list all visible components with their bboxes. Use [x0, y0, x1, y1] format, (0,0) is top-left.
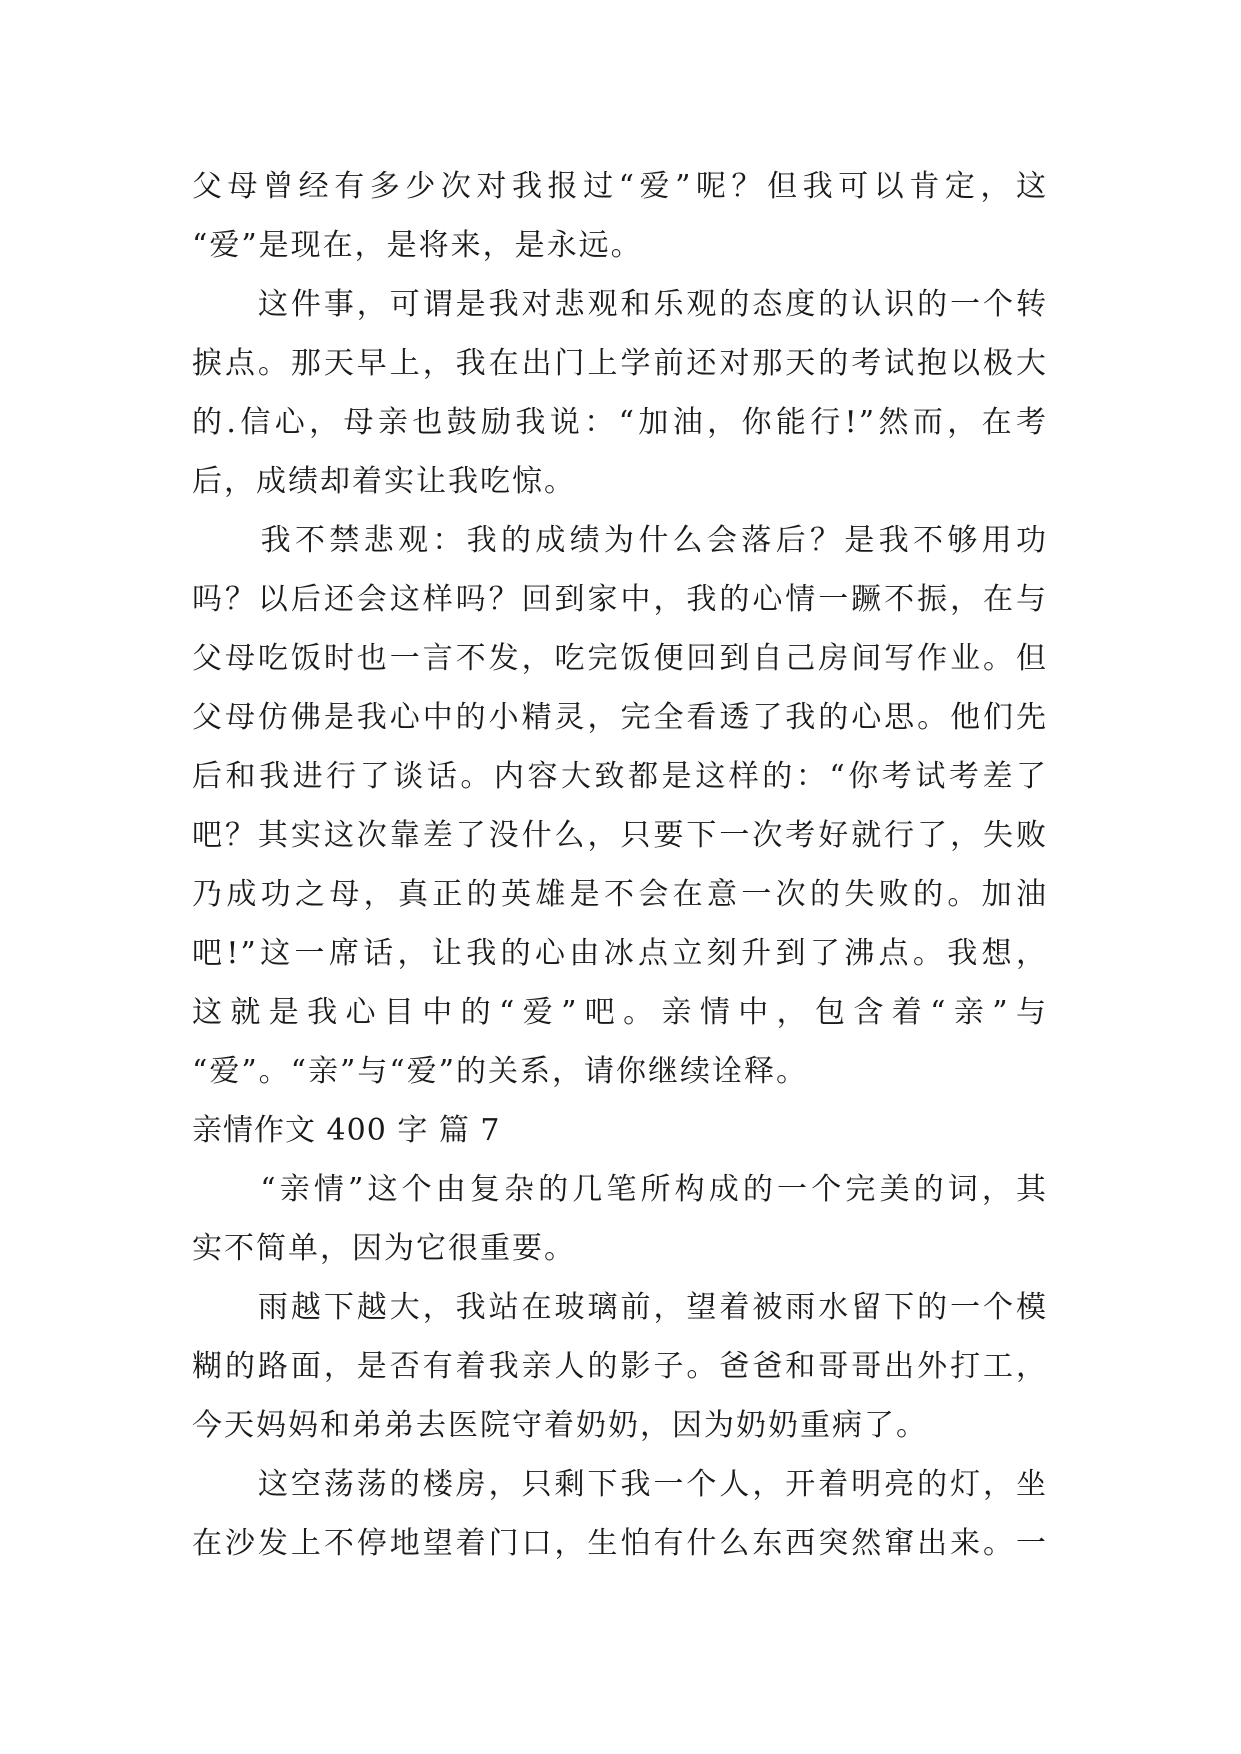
text-line: 这就是我心目中的“爱”吧。亲情中，包含着“亲”与: [192, 995, 1048, 1030]
text-line: “亲情”这个由复杂的几笔所构成的一个完美的词，其: [192, 1172, 1048, 1207]
text-line: “爱”。“亲”与“爱”的关系，请你继续诠释。: [192, 1054, 809, 1089]
text-line: 后，成绩却着实让我吃惊。: [192, 464, 576, 499]
text-line: 乃成功之母，真正的英雄是不会在意一次的失败的。加油: [192, 877, 1048, 912]
text-line: 吗？以后还会这样吗？回到家中，我的心情一蹶不振，在与: [192, 582, 1048, 617]
text-line: 糊的路面，是否有着我亲人的影子。爸爸和哥哥出外打工，: [192, 1349, 1048, 1384]
text-line: 的.信心，母亲也鼓励我说：“加油，你能行!”然而，在考: [192, 405, 1048, 440]
text-line: 这件事，可谓是我对悲观和乐观的态度的认识的一个转: [192, 287, 1048, 322]
text-line: 在沙发上不停地望着门口，生怕有什么东西突然窜出来。一: [192, 1526, 1048, 1561]
text-line: 实不简单，因为它很重要。: [192, 1231, 576, 1266]
text-line: 雨越下越大，我站在玻璃前，望着被雨水留下的一个模: [192, 1290, 1048, 1325]
text-line: 这空荡荡的楼房，只剩下我一个人，开着明亮的灯，坐: [192, 1467, 1048, 1502]
section-heading: 亲情作文 400 字 篇 7: [192, 1113, 501, 1148]
text-line: 我不禁悲观：我的成绩为什么会落后？是我不够用功: [192, 523, 1048, 558]
text-line: “爱”是现在，是将来，是永远。: [192, 228, 643, 263]
text-line: 父母曾经有多少次对我报过“爱”呢？但我可以肯定，这: [192, 169, 1048, 204]
text-line: 父母仿佛是我心中的小精灵，完全看透了我的心思。他们先: [192, 700, 1048, 735]
text-line: 吧？其实这次靠差了没什么，只要下一次考好就行了，失败: [192, 818, 1048, 853]
text-line: 吧!”这一席话，让我的心由冰点立刻升到了沸点。我想，: [192, 936, 1048, 971]
text-line: 父母吃饭时也一言不发，吃完饭便回到自己房间写作业。但: [192, 641, 1048, 676]
text-line: 捩点。那天早上，我在出门上学前还对那天的考试抱以极大: [192, 346, 1048, 381]
text-line: 后和我进行了谈话。内容大致都是这样的：“你考试考差了: [192, 759, 1048, 794]
text-line: 今天妈妈和弟弟去医院守着奶奶，因为奶奶重病了。: [192, 1408, 928, 1443]
